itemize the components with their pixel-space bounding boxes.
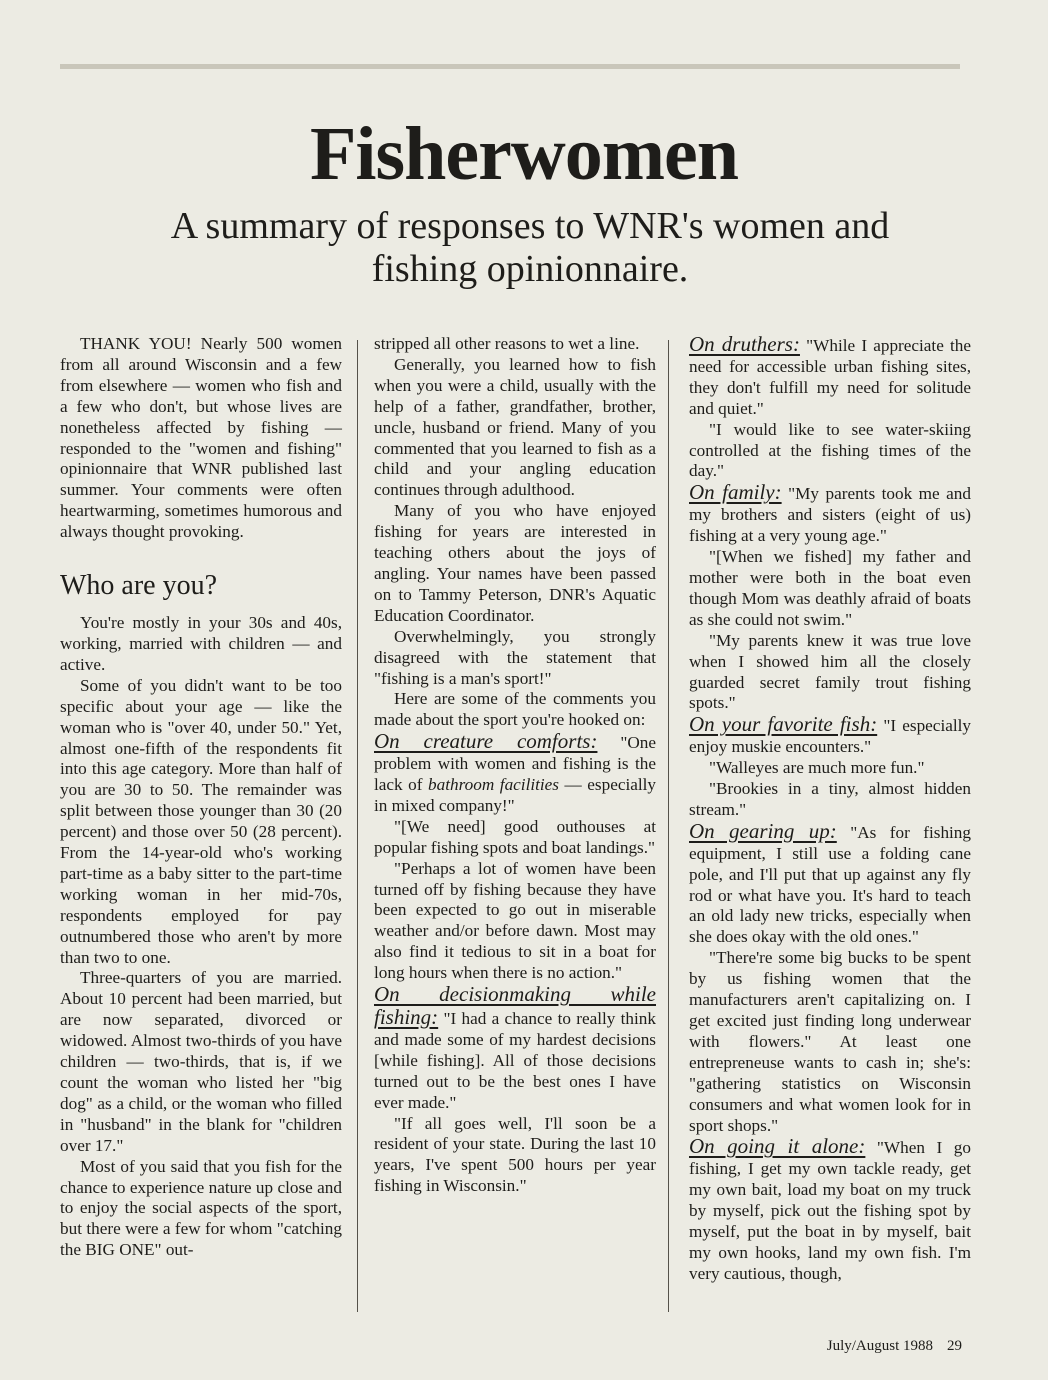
column-1 (60, 334, 342, 1261)
paragraph: "Walleyes are much more fun." (709, 758, 925, 778)
paragraph: "My parents knew it was true love when I showed him all the closely guarded secret family trout fishing spots." (689, 630, 971, 713)
column-divider (668, 340, 669, 1312)
runin-heading: On creature comforts: (374, 729, 598, 754)
column-divider (357, 340, 358, 1312)
comment-text: "One problem with women and fishing is the lack of (374, 733, 656, 795)
paragraph: You're mostly in your 30s and 40s, working, married with children — and active. (60, 613, 342, 674)
page-footer (827, 1338, 962, 1355)
article-subtitle: A summary of responses to WNR's women and fishing opinionnaire. (170, 205, 890, 290)
comment-text: "My parents took me and my brothers and sisters (eight of us) fishing at a very young age." (689, 484, 971, 546)
paragraph: Many of you who have enjoyed fishing for years are interested in teaching others about the joys of angling. Your names have been passed on to Tammy Peterson, DNR's Aquatic Education Coordinator. (374, 501, 656, 625)
comment-block (689, 482, 971, 547)
paragraph: Some of you didn't want to be too specific about your age — like the woman who is "over 40, under 50." Yet, almost one-fifth of the respondents fit into this age category. More than half of you are 30 to 50. The remainder was split between those younger than 30 (20 percent) and those over 50 (28 percent). From the 14-year-old who's working part-time as a baby sitter to the part-time working woman in her mid-70s, respondents employed for pay outnumbered those who aren't by more than two to one. (60, 675, 342, 967)
paragraph: Three-quarters of you are married. About 10 percent had been married, but are now separated, divorced or widowed. Almost two-thirds of you have children — two-thirds, that is, if we count the woman who listed her "big dog" as a child, or the woman who filled in "husband" in the blank for "children over 17." (60, 968, 342, 1155)
comment-emphasis: bathroom facilities (428, 775, 559, 795)
paragraph: Here are some of the comments you made about the sport you're hooked on: (374, 689, 656, 730)
article-title: Fisherwomen (309, 112, 739, 196)
comment-block (689, 818, 971, 948)
comment-text: "I had a chance to really think and made some of my hardest decisions [while fishing]. All of those decisions turned out to be the best ones I have ever made." (374, 1009, 656, 1112)
comment-block (374, 731, 656, 817)
paragraph: "[We need] good outhouses at popular fishing spots and boat landings." (374, 816, 656, 857)
paragraph: "If all goes well, I'll soon be a resident of your state. During the last 10 years, I've spent 500 hours per year fishing in Wisconsin." (374, 1113, 656, 1196)
paragraph: "I would like to see water-skiing controlled at the fishing times of the day." (689, 419, 971, 481)
issue-date: July/August 1988 (826, 1338, 933, 1354)
paragraph: "Brookies in a tiny, almost hidden stream." (689, 779, 971, 819)
runin-heading: On going it alone: (689, 1134, 866, 1159)
runin-heading: On druthers: (689, 332, 800, 356)
runin-heading: On gearing up: (689, 818, 837, 843)
column-3 (689, 334, 971, 1285)
paragraph: "[When we fished] my father and mother were both in the boat even though Mom was deathly afraid of boats as she could not swim." (689, 547, 971, 629)
comment-text: "As for fishing equipment, I still use a folding cane pole, and I'll put that up against any fly rod or what have you. It's hard to teach an old lady new tricks, especially when she does okay with the old ones." (689, 822, 971, 947)
runin-heading: On decisionmaking while fishing: (374, 982, 656, 1029)
paragraph: "Perhaps a lot of women have been turned off by fishing because they have been expected to go out in miserable weather and/or before dawn. Most may also find it tedious to sit in a boat for long hours when there is no action." (374, 858, 656, 983)
comment-block (689, 714, 971, 758)
paragraph: Generally, you learned how to fish when you were a child, usually with the help of a father, grandfather, brother, uncle, husband or friend. Many of you commented that you learned to fish as a child and your angling education continues through adulthood. (374, 354, 656, 500)
comment-text: "While I appreciate the need for accessible urban fishing sites, they don't fulfill my need for solitude and quiet." (689, 336, 971, 418)
paragraph: stripped all other reasons to wet a line. (374, 334, 640, 353)
runin-heading: On family: (689, 480, 782, 505)
comment-block (689, 1136, 971, 1284)
intro-paragraph: THANK YOU! Nearly 500 women from all around Wisconsin and a few from elsewhere — women who fish and a few who don't, but whose lives are nonetheless affected by fishing — responded to the "women and fishing" opinionnaire that WNR published last summer. Your comments were often heartwarming, sometimes humorous and always thought provoking. (60, 334, 342, 542)
paragraph: Overwhelmingly, you strongly disagreed with the statement that "fishing is a man's sport!" (374, 626, 656, 688)
column-2 (374, 334, 656, 1197)
header-rule (60, 64, 960, 69)
runin-heading: On your favorite fish: (689, 712, 878, 737)
section-heading: Who are you? (60, 570, 218, 602)
comment-block (374, 984, 656, 1113)
comment-text: "When I go fishing, I get my own tackle ready, get my own bait, load my boat on my truck by myself, pick out the fishing spot by myself, put the boat in by myself, bait my own hooks, land my own fish. I'm very cautious, though, (689, 1138, 971, 1283)
paragraph: "There're some big bucks to be spent by us fishing women that the manufacturers aren't capitalizing on. I get excited just finding long underwear with flowers." At least one entrepreneuse wants to cash in; she's: "gathering statistics on Wisconsin consumers and what women look for in sport shops." (689, 948, 971, 1135)
comment-text: "I especially enjoy muskie encounters." (689, 716, 971, 757)
comment-block (689, 334, 971, 420)
comment-text: — especially in mixed company!" (374, 775, 656, 815)
paragraph: Most of you said that you fish for the chance to experience nature up close and to enjoy the social aspects of the sport, but there were a few for whom "catching the BIG ONE" out- (60, 1156, 342, 1260)
page-number: 29 (947, 1338, 962, 1354)
